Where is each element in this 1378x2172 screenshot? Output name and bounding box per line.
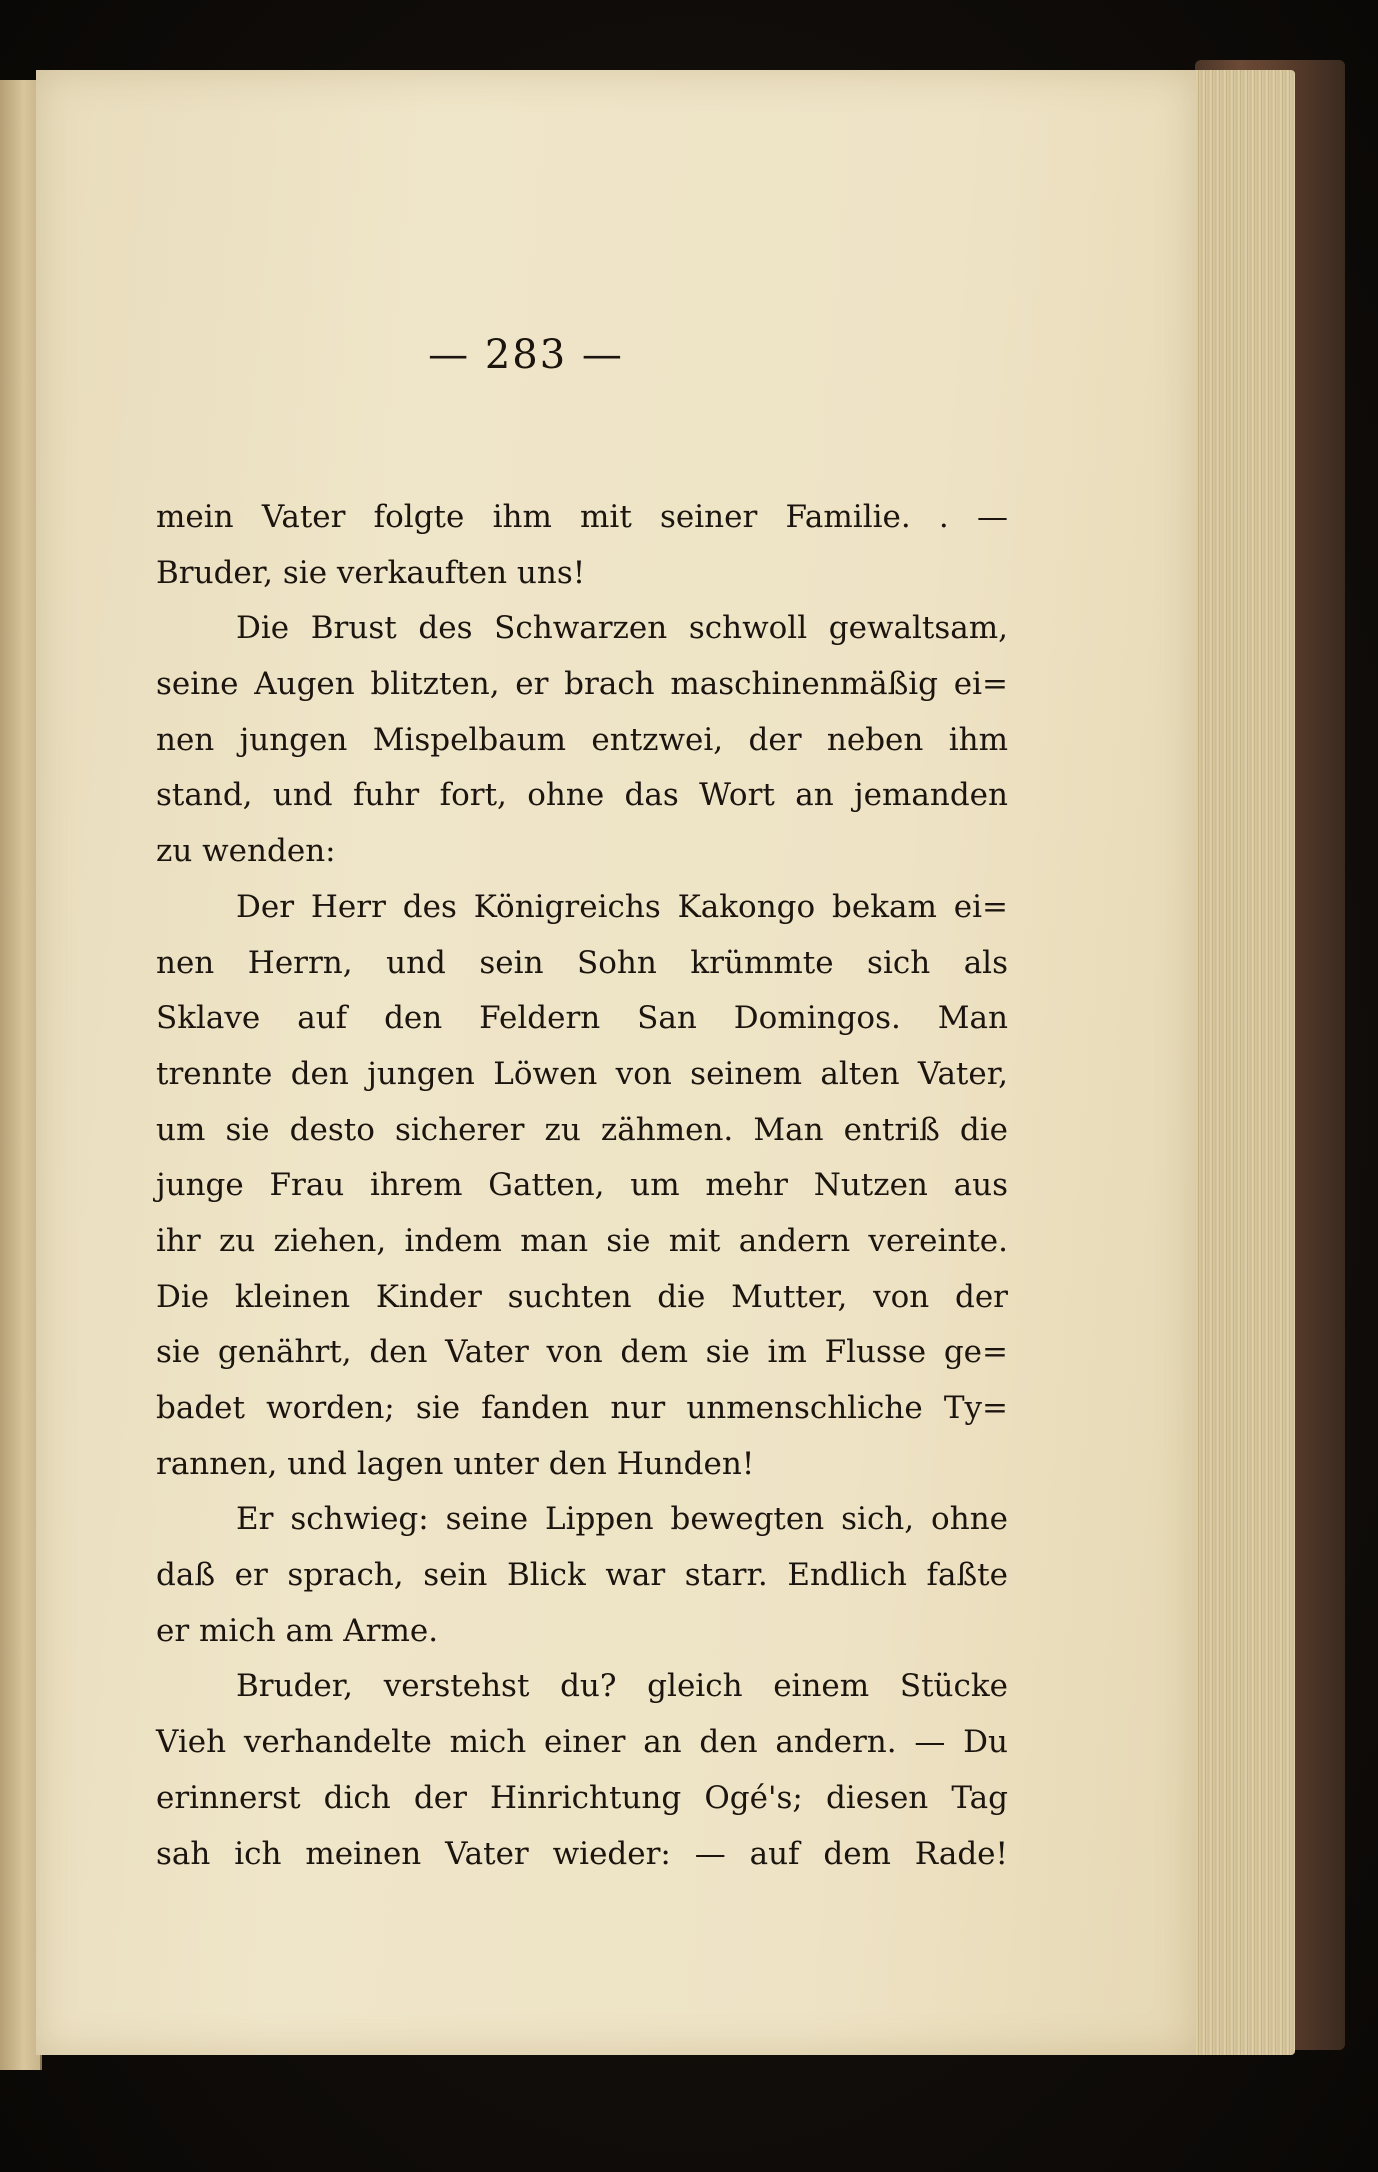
text-line: Die kleinen Kinder suchten die Mutter, von der	[156, 1278, 1008, 1315]
text-line: nen jungen Mispelbaum entzwei, der neben ihm	[156, 721, 1008, 758]
text-line: Bruder, verstehst du? gleich einem Stücke	[236, 1668, 1008, 1705]
text-line: Er schwieg: seine Lippen bewegten sich, ohne	[236, 1501, 1008, 1538]
book-page	[36, 70, 1196, 2055]
page-number-text: — 283 —	[428, 332, 624, 378]
text-line: trennte den jungen Löwen von seinem alten Vater,	[156, 1055, 1008, 1092]
text-line: mein Vater folgte ihm mit seiner Familie. . —	[156, 499, 1008, 535]
text-line: badet worden; sie fanden nur unmenschliche Ty=	[156, 1390, 1008, 1426]
text-line: er mich am Arme.	[156, 1612, 439, 1649]
text-line: junge Frau ihrem Gatten, um mehr Nutzen aus	[156, 1167, 1008, 1204]
text-line: nen Herrn, und sein Sohn krümmte sich als	[156, 944, 1008, 981]
text-line: um sie desto sicherer zu zähmen. Man entriß die	[156, 1111, 1008, 1148]
text-line: Bruder, sie verkauften uns!	[156, 554, 586, 591]
text-line: sah ich meinen Vater wieder: — auf dem Rade!	[156, 1835, 1008, 1872]
body-text	[156, 490, 1008, 1882]
text-line: rannen, und lagen unter den Hunden!	[156, 1445, 755, 1482]
text-line: sie genährt, den Vater von dem sie im Flusse ge=	[156, 1334, 1008, 1371]
text-line: seine Augen blitzten, er brach maschinenmäßig ei=	[156, 666, 1008, 703]
text-line: zu wenden:	[156, 833, 336, 870]
text-line: ihr zu ziehen, indem man sie mit andern vereinte.	[156, 1222, 1008, 1259]
text-line: Sklave auf den Feldern San Domingos. Man	[156, 1000, 1008, 1037]
text-line: Der Herr des Königreichs Kakongo bekam ei=	[236, 888, 1008, 925]
text-line: Die Brust des Schwarzen schwoll gewaltsam,	[236, 610, 1008, 647]
text-line: erinnerst dich der Hinrichtung Ogé's; diesen Tag	[156, 1779, 1008, 1816]
text-line: Vieh verhandelte mich einer an den andern. — Du	[156, 1724, 1008, 1761]
page-fore-edge	[1185, 70, 1295, 2055]
text-line: stand, und fuhr fort, ohne das Wort an jemanden	[156, 777, 1008, 814]
text-line: daß er sprach, sein Blick war starr. Endlich faßte	[156, 1557, 1008, 1594]
page-number	[36, 332, 1196, 378]
